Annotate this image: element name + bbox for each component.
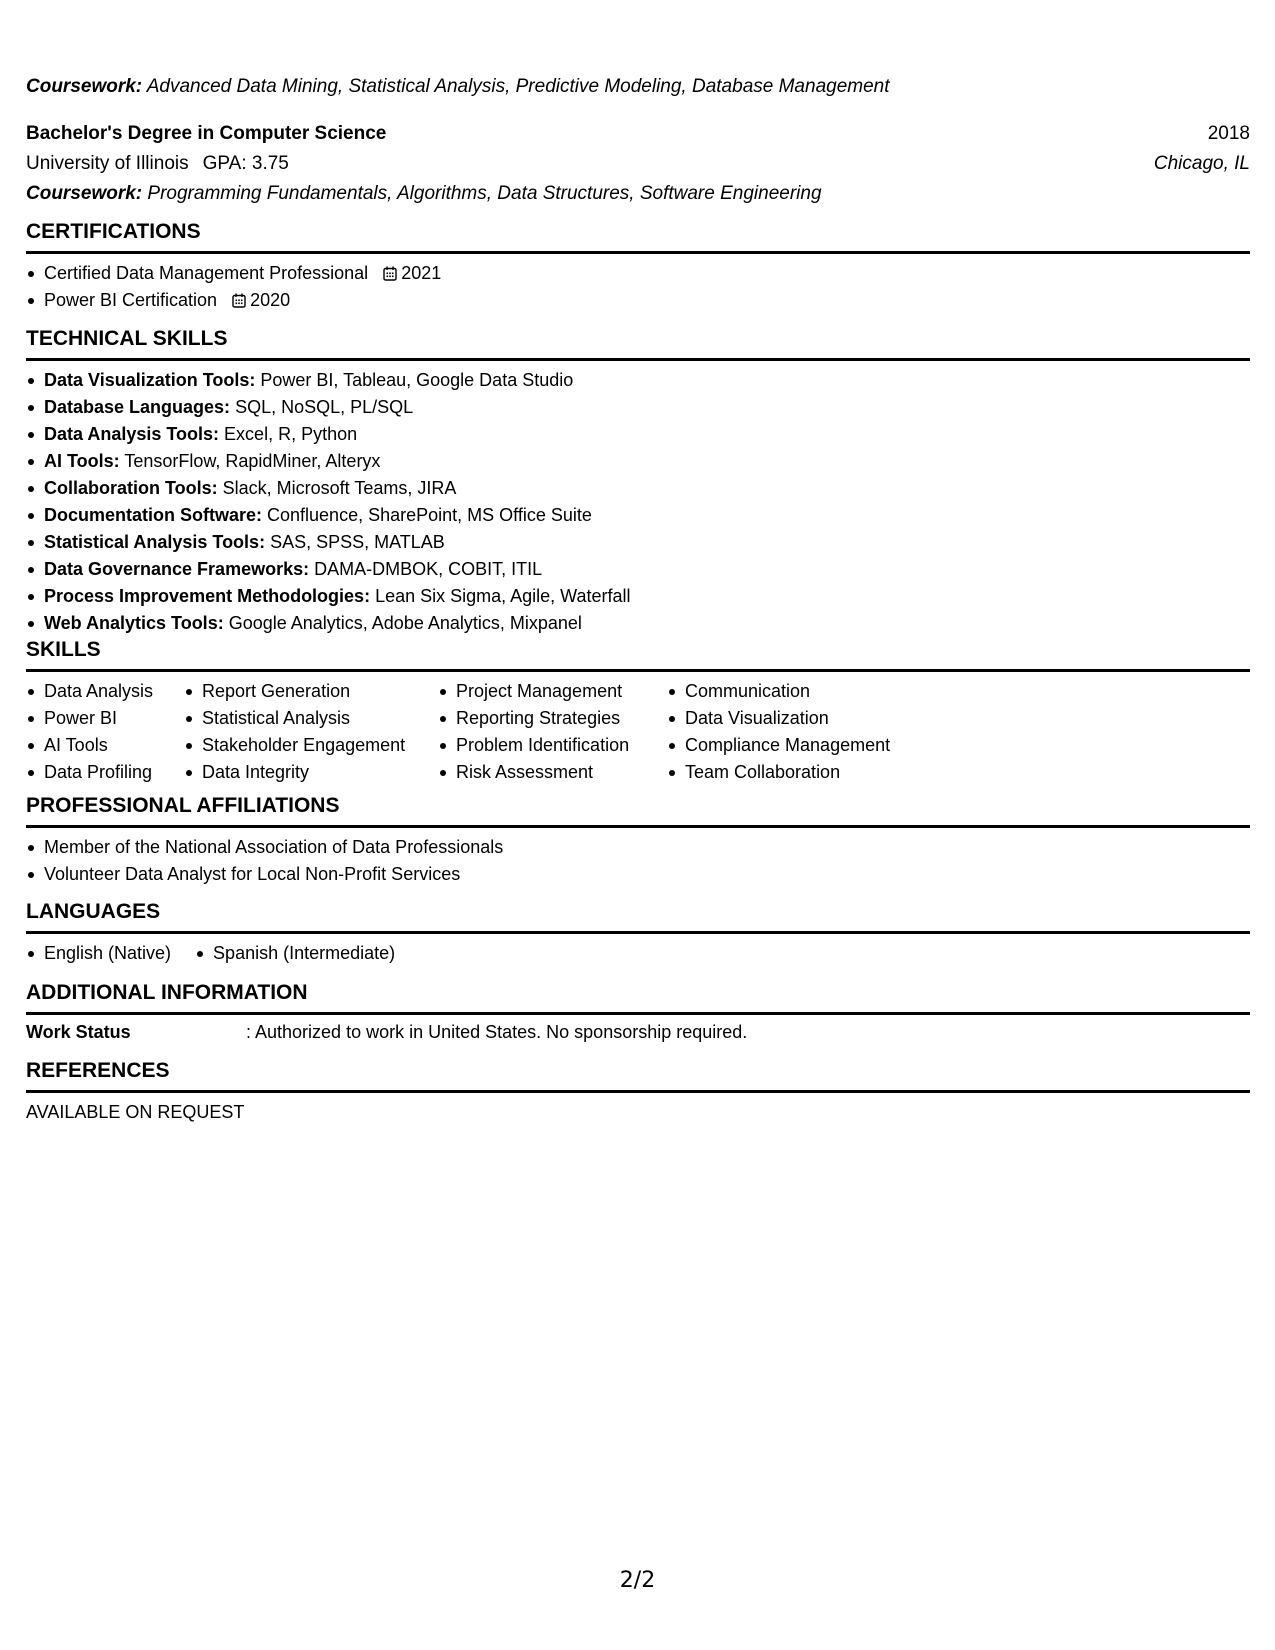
- skill-values: SQL, NoSQL, PL/SQL: [230, 397, 414, 417]
- skill-values: Slack, Microsoft Teams, JIRA: [217, 478, 457, 498]
- languages-list: [26, 940, 1250, 967]
- degree-year: 2018: [1207, 123, 1250, 144]
- section-title: SKILLS: [26, 636, 1250, 672]
- skills-column: [184, 678, 438, 786]
- skill-values: Power BI, Tableau, Google Data Studio: [255, 370, 574, 390]
- list-item: [26, 367, 1250, 394]
- calendar-icon: [232, 293, 246, 308]
- degree-title: Bachelor's Degree in Computer Science: [26, 123, 387, 144]
- skill-values: TensorFlow, RapidMiner, Alteryx: [119, 451, 381, 471]
- skill-category: Documentation Software:: [44, 505, 263, 525]
- list-item: [26, 610, 1250, 637]
- skills-column: [438, 678, 667, 786]
- school-line: [26, 149, 289, 179]
- resume-page: [26, 0, 1250, 1650]
- skill-category: Data Visualization Tools:: [44, 370, 256, 390]
- list-item: Spanish (Intermediate): [195, 940, 395, 967]
- skills-columns: [26, 678, 1250, 786]
- list-item: Project Management: [438, 678, 667, 705]
- list-item: Report Generation: [184, 678, 438, 705]
- coursework-line: [26, 179, 822, 209]
- skill-category: Web Analytics Tools:: [44, 613, 224, 633]
- list-item: [26, 421, 1250, 448]
- work-status-row: [26, 1019, 1250, 1046]
- cert-name: Power BI Certification: [44, 290, 218, 310]
- list-item: AI Tools: [26, 732, 184, 759]
- skill-values: Lean Six Sigma, Agile, Waterfall: [370, 586, 631, 606]
- additional-info-section: [26, 979, 1250, 1046]
- education-entry: [26, 119, 1250, 209]
- list-item: [26, 556, 1250, 583]
- list-item: Stakeholder Engagement: [184, 732, 438, 759]
- list-item: Data Analysis: [26, 678, 184, 705]
- list-item: Risk Assessment: [438, 759, 667, 786]
- list-item: Data Visualization: [667, 705, 927, 732]
- calendar-icon: [383, 266, 397, 281]
- section-title: REFERENCES: [26, 1057, 1250, 1093]
- list-item: Problem Identification: [438, 732, 667, 759]
- list-item: English (Native): [26, 940, 171, 967]
- skill-values: Confluence, SharePoint, MS Office Suite: [262, 505, 592, 525]
- list-item: [26, 448, 1250, 475]
- skills-column: [667, 678, 927, 786]
- skills-section: [26, 636, 1250, 786]
- affiliations-list: [26, 834, 1250, 888]
- skill-values: Google Analytics, Adobe Analytics, Mixpanel: [223, 613, 582, 633]
- list-item: Power BI: [26, 705, 184, 732]
- list-item: Team Collaboration: [667, 759, 927, 786]
- list-item: Statistical Analysis: [184, 705, 438, 732]
- section-title: PROFESSIONAL AFFILIATIONS: [26, 792, 1250, 828]
- list-item: Reporting Strategies: [438, 705, 667, 732]
- list-item: Volunteer Data Analyst for Local Non-Profit Services: [26, 861, 1250, 888]
- skill-values: SAS, SPSS, MATLAB: [265, 532, 445, 552]
- list-item: [26, 583, 1250, 610]
- technical-skills-section: [26, 325, 1250, 637]
- list-item: [26, 502, 1250, 529]
- list-item: Communication: [667, 678, 927, 705]
- list-item: Compliance Management: [667, 732, 927, 759]
- prev-coursework-line: [26, 72, 890, 102]
- skill-category: Database Languages:: [44, 397, 231, 417]
- cert-year: 2021: [401, 263, 442, 283]
- technical-skills-list: [26, 367, 1250, 637]
- skill-category: Data Governance Frameworks:: [44, 559, 310, 579]
- coursework-text: Programming Fundamentals, Algorithms, Data Structures, Software Engineering: [142, 183, 822, 204]
- skill-values: DAMA-DMBOK, COBIT, ITIL: [309, 559, 543, 579]
- certifications-section: [26, 218, 1250, 314]
- references-text: AVAILABLE ON REQUEST: [26, 1102, 245, 1122]
- skill-category: Statistical Analysis Tools:: [44, 532, 266, 552]
- list-item: [26, 260, 1250, 287]
- references-section: [26, 1057, 1250, 1126]
- skill-category: Data Analysis Tools:: [44, 424, 220, 444]
- work-status-label: Work Status: [26, 1022, 131, 1042]
- list-item: [26, 287, 1250, 314]
- skill-category: Collaboration Tools:: [44, 478, 218, 498]
- gpa: GPA: 3.75: [202, 153, 289, 174]
- cert-year: 2020: [250, 290, 291, 310]
- coursework-label: Coursework:: [26, 76, 143, 97]
- school-name: University of Illinois: [26, 153, 189, 174]
- certifications-list: [26, 260, 1250, 314]
- school-location: Chicago, IL: [1153, 153, 1250, 174]
- coursework-text: Advanced Data Mining, Statistical Analysis, Predictive Modeling, Database Management: [142, 76, 890, 97]
- list-item: Member of the National Association of Data Professionals: [26, 834, 1250, 861]
- skill-values: Excel, R, Python: [219, 424, 358, 444]
- skill-category: AI Tools:: [44, 451, 120, 471]
- list-item: [26, 529, 1250, 556]
- skill-category: Process Improvement Methodologies:: [44, 586, 371, 606]
- skills-column: [26, 678, 184, 786]
- list-item: [26, 475, 1250, 502]
- coursework-label: Coursework:: [26, 183, 143, 204]
- list-item: [26, 394, 1250, 421]
- page-number: 2/2: [619, 1568, 656, 1593]
- section-title: CERTIFICATIONS: [26, 218, 1250, 254]
- section-title: LANGUAGES: [26, 898, 1250, 934]
- work-status-value: : Authorized to work in United States. No sponsorship required.: [246, 1022, 748, 1042]
- list-item: Data Integrity: [184, 759, 438, 786]
- languages-section: [26, 898, 1250, 967]
- section-title: TECHNICAL SKILLS: [26, 325, 1250, 361]
- cert-name: Certified Data Management Professional: [44, 263, 369, 283]
- list-item: Data Profiling: [26, 759, 184, 786]
- affiliations-section: [26, 792, 1250, 888]
- section-title: ADDITIONAL INFORMATION: [26, 979, 1250, 1015]
